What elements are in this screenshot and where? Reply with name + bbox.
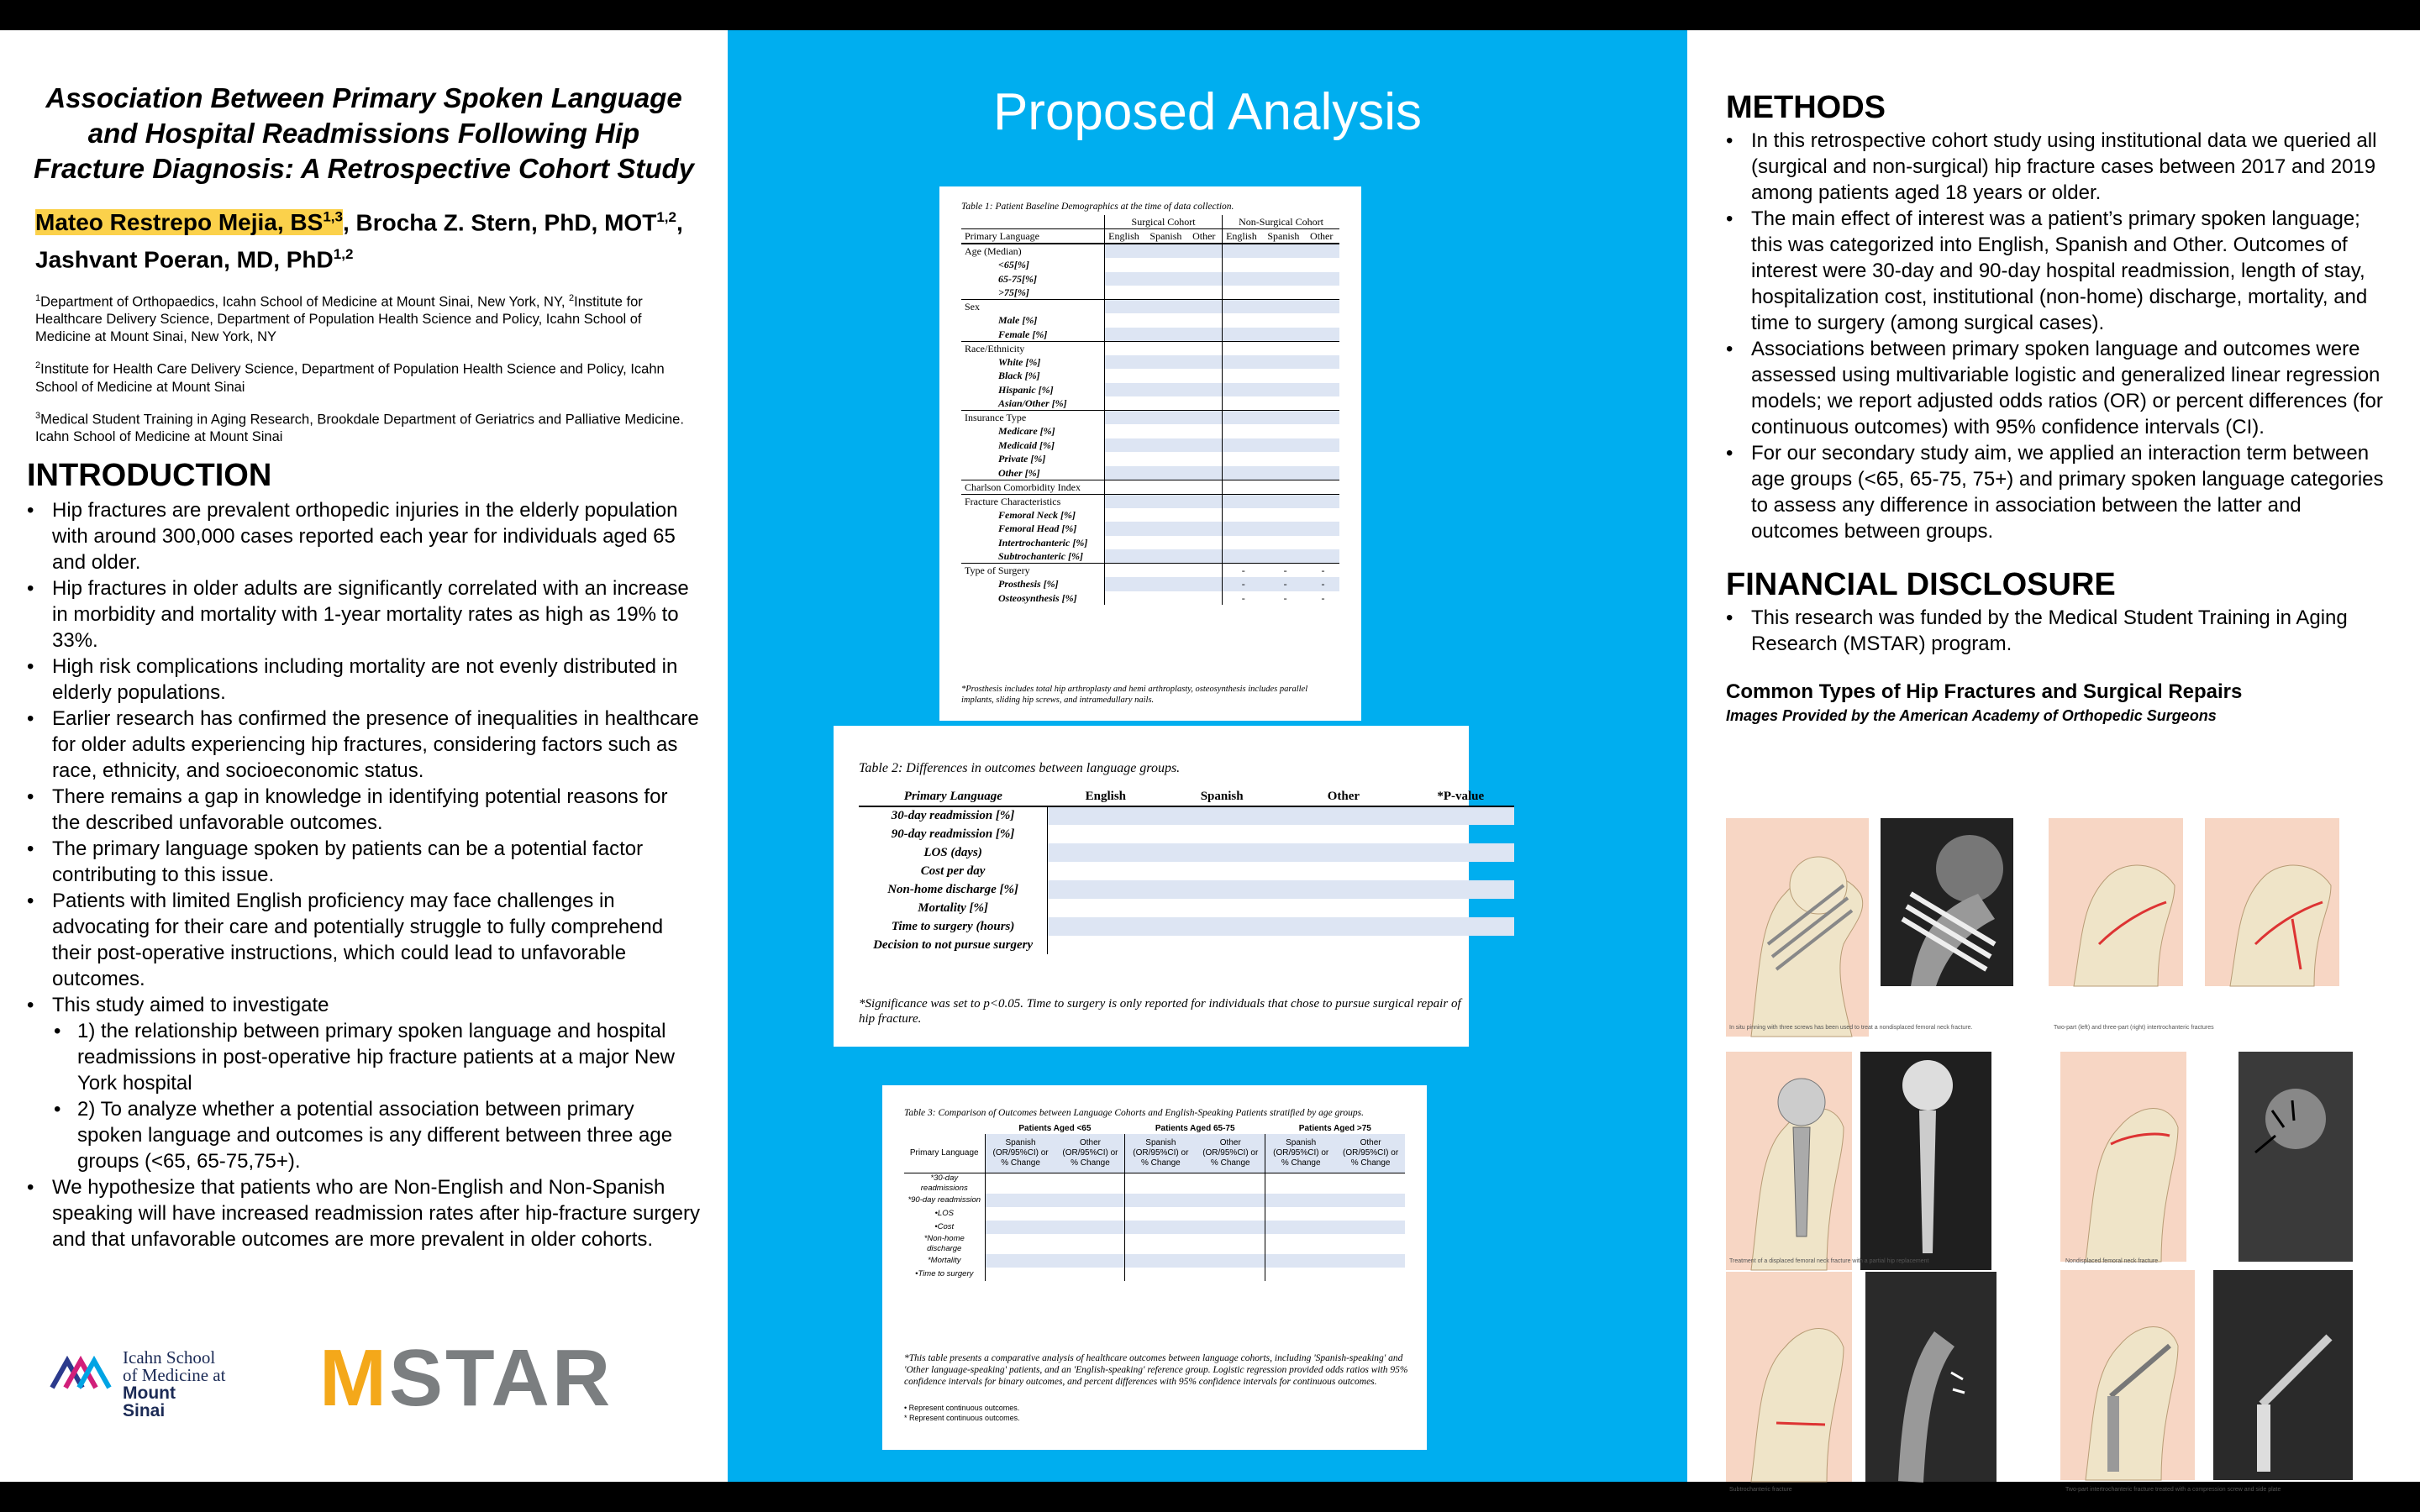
left-column: [0, 30, 728, 1482]
table-row: Private [%]: [961, 452, 1339, 466]
table1-body: [961, 244, 1339, 605]
table2-card: [834, 726, 1485, 1047]
figure-intertrochanteric: [2049, 818, 2385, 1028]
list-item: • 2) To analyze whether a potential association between primary spoken language and outcomes is any different between three age groups (<65, 65-75,75+).: [54, 1096, 701, 1174]
list-item: • Earlier research has confirmed the presence of inequalities in healthcare for older adults experiencing hip fractures, considering factors such as race, ethnicity, and socioeconomic status.: [27, 706, 701, 784]
intertrochanteric-illustration-icon: [2049, 818, 2385, 1028]
list-item: • In this retrospective cohort study using institutional data we queried all (surgical and non-surgical) hip fracture cases between 2017 and 2019 among patients aged 18 years or older.: [1726, 128, 2390, 206]
list-item: • This study aimed to investigate • 1) the relationship between primary spoken language and hospital readmissions in post-operative hip fracture patients at a major New York hospital • 2) To analyze whether a potential association between primary spoken language and outcomes is any different between three age groups (<65, 65-75,75+).: [27, 992, 701, 1174]
table-row: Medicaid [%]: [961, 438, 1339, 453]
table-row: Non-home discharge [%]: [859, 880, 1514, 899]
disclosure-list: [1726, 605, 2390, 657]
author-highlighted: Mateo Restrepo Mejia, BS$^{1,3}$: [35, 209, 343, 236]
aims-list: [54, 1018, 701, 1174]
table1-note: *Prosthesis includes total hip arthroplasty and hemi arthroplasty, osteosynthesis includes parallel implants, sliding hip screws, and intramedullary nails.: [961, 685, 1308, 705]
table-row: *Mortality: [904, 1254, 1405, 1268]
proposed-analysis-column: [728, 30, 1687, 1482]
list-item: • We hypothesize that patients who are Non-English and Non-Spanish speaking will have increased readmission rates after hip-fracture surgery and that unfavorable outcomes are more prevalent in older cohorts.: [27, 1174, 701, 1252]
table2: Primary Language English Spanish Other *P-value 30-day readmission [%] 90-day readmission [%] LOS (days) Cost per day Non-home discharge [%] Mortality [%] Time to surgery (hours) Decision to not pursue surgery: [859, 788, 1514, 954]
table-row: Hispanic [%]: [961, 383, 1339, 397]
top-bar: [0, 0, 2420, 30]
table-row: Race/Ethnicity: [961, 341, 1339, 355]
table-row: Mortality [%]: [859, 899, 1514, 917]
icahn-logo: Icahn School of Medicine at Mount Sinai: [49, 1349, 267, 1425]
list-item: • Patients with limited English proficiency may face challenges in advocating for their care and potentially struggle to fully comprehend their post-operative instructions, which could lead to unfavorable outcomes.: [27, 888, 701, 992]
figure-caption: Nondisplaced femoral neck fracture: [2065, 1258, 2159, 1264]
table-row: *Non-home discharge: [904, 1234, 1405, 1254]
mstar-logo: MSTAR: [319, 1333, 613, 1423]
list-item: • Hip fractures are prevalent orthopedic injuries in the elderly population with around 300,000 cases reported each year for individuals aged 65 and older.: [27, 497, 701, 575]
mount-sinai-mark-icon: [49, 1349, 121, 1399]
introduction-heading: INTRODUCTION: [27, 458, 272, 494]
figure-femoral-neck: [2060, 1052, 2385, 1270]
table3-card: [882, 1085, 1427, 1450]
table-row: •Time to surgery: [904, 1268, 1405, 1281]
table3-note3: * Represent continuous outcomes.: [904, 1414, 1020, 1422]
figure-caption: Subtrochanteric fracture: [1729, 1487, 1792, 1493]
table-row: Male [%]: [961, 313, 1339, 328]
hip-replacement-illustration-icon: [1726, 1052, 2023, 1277]
figures-title: Common Types of Hip Fractures and Surgical Repairs: [1726, 680, 2243, 703]
poster-title: Association Between Primary Spoken Language and Hospital Readmissions Following Hip Fracture Diagnosis: A Retrospective Cohort Study: [33, 82, 695, 184]
table1: Surgical Cohort Non-Surgical Cohort Primary Language English Spanish Other English Spanish Other Age (Median) <65[%] 65-75[%] >75[%] Sex Male [%] Female [%] Race/Ethnicity White [%] Black [%] Hispanic [%] Asian/Other [%] Insurance Type Medicare [%] Medicaid [%] Private [%] Other [%] Charlson Comorbidity Index Fracture Characteristics Femoral Neck [%] Femoral Head [%] Intertrochanteric [%] Subtrochanteric [%] Type of Surgery - - - Prosthesis [%] - - - Osteosynthesis [%] - - -: [961, 215, 1339, 605]
list-item: • The main effect of interest was a patient’s primary spoken language; this was categorized into English, Spanish and Other. Outcomes of interest were 30-day and 90-day hospital readmission, length of stay, hospitalization cost, institutional (non-home) discharge, mortality, and time to surgery (among surgical cases).: [1726, 206, 2390, 336]
femoral-neck-illustration-icon: [2060, 1052, 2385, 1270]
table-row: •LOS: [904, 1207, 1405, 1221]
list-item: • For our secondary study aim, we applied an interaction term between age groups (<65, 65-75, 75+) and primary spoken language categories to assess any difference in association between the latter and outcomes between groups.: [1726, 440, 2390, 544]
table-row: Charlson Comorbidity Index: [961, 480, 1339, 494]
figure-caption: Treatment of a displaced femoral neck fracture with a partial hip replacement: [1729, 1258, 1929, 1264]
table-row: *90-day readmission: [904, 1194, 1405, 1207]
disclosure-heading: FINANCIAL DISCLOSURE: [1726, 567, 2116, 602]
table-row: Time to surgery (hours): [859, 917, 1514, 936]
table-row: Fracture Characteristics: [961, 494, 1339, 508]
methods-heading: METHODS: [1726, 90, 1886, 125]
compression-screw-illustration-icon: [2060, 1270, 2385, 1492]
table-row: Insurance Type: [961, 411, 1339, 425]
affiliation-3: $^3$Medical Student Training in Aging Research, Brookdale Department of Geriatrics and Palliative Medicine. Icahn School of Medicine at Mount Sinai: [35, 410, 684, 445]
table1-caption: Table 1: Patient Baseline Demographics at the time of data collection.: [961, 202, 1234, 212]
table-row: Femoral Neck [%]: [961, 508, 1339, 522]
table-row: Femoral Head [%]: [961, 522, 1339, 536]
bottom-bar: [0, 1482, 2420, 1512]
logos: [49, 1332, 637, 1425]
table-row: Sex: [961, 300, 1339, 314]
table-row: 65-75[%]: [961, 272, 1339, 286]
table-row: •Cost: [904, 1221, 1405, 1234]
table2-caption: Table 2: Differences in outcomes between language groups.: [859, 761, 1181, 775]
table-row: *30-day readmissions: [904, 1173, 1405, 1194]
subtrochanteric-illustration-icon: [1726, 1272, 2023, 1499]
author-list: Mateo Restrepo Mejia, BS$^{1,3}$, Brocha Z. Stern, PhD, MOT$^{1,2}$, Jashvant Poeran, MD, PhD$^{1,2}$: [35, 209, 683, 273]
figure-in-situ-pinning: [1726, 818, 2023, 1045]
figure-caption: Two-part intertrochanteric fracture treated with a compression screw and side plate: [2065, 1487, 2281, 1493]
table3-caption: Table 3: Comparison of Outcomes between Language Cohorts and English-Speaking Patients stratified by age groups.: [904, 1108, 1364, 1118]
proposed-analysis-title: Proposed Analysis: [992, 83, 1423, 141]
list-item: • High risk complications including mortality are not evenly distributed in elderly populations.: [27, 654, 701, 706]
list-item: • Hip fractures in older adults are significantly correlated with an increase in morbidity and mortality with 1-year mortality rates as high as 19% to 33%.: [27, 575, 701, 654]
table1-card: [939, 186, 1361, 721]
figure-caption: In situ pinning with three screws has been used to treat a nondisplaced femoral neck fracture.: [1729, 1025, 1973, 1031]
right-column: [1687, 30, 2420, 1493]
table-row: Cost per day: [859, 862, 1514, 880]
table-row: Osteosynthesis [%] - - -: [998, 591, 1325, 604]
figure-partial-hip-replacement: [1726, 1052, 2023, 1277]
table-row: Female [%]: [961, 328, 1339, 342]
list-item: • 1) the relationship between primary spoken language and hospital readmissions in post-operative hip fracture patients at a major New York hospital: [54, 1018, 701, 1096]
table-row: 30-day readmission [%]: [859, 806, 1514, 825]
table2-note: *Significance was set to p<0.05. Time to surgery is only reported for individuals that chose to pursue surgical repair of hip fracture.: [859, 997, 1461, 1026]
table-row: Other [%]: [961, 466, 1339, 480]
figures-subtitle: Images Provided by the American Academy of Orthopedic Surgeons: [1726, 707, 2217, 724]
figure-compression-screw: [2060, 1270, 2385, 1492]
table-row: Intertrochanteric [%]: [961, 536, 1339, 550]
table3: Patients Aged <65 Patients Aged 65-75 Patients Aged >75 Primary Language Spanish (OR/95%CI) or % Change Other (OR/95%CI) or % Change Spanish (OR/95%CI) or % Change Other (OR/95%CI) or % Change Spanish (OR/95%CI) or % Change Other (OR/95%CI) or % Change *30-day readmissions *90-day readmission •LOS •Cost *Non-home discharge *Mortality •Time to surgery: [904, 1124, 1405, 1281]
table3-body: [904, 1173, 1405, 1281]
table-row: Subtrochanteric [%]: [961, 549, 1339, 564]
table-row: Black [%]: [961, 369, 1339, 383]
list-item: • This research was funded by the Medical Student Training in Aging Research (MSTAR) program.: [1726, 605, 2390, 657]
list-item: • There remains a gap in knowledge in identifying potential reasons for the described unfavorable outcomes.: [27, 784, 701, 836]
introduction-list: [27, 497, 701, 1252]
methods-list: [1726, 128, 2390, 544]
hip-pinning-illustration-icon: [1726, 818, 2023, 1045]
affiliation-1: $^1$Department of Orthopaedics, Icahn School of Medicine at Mount Sinai, New York, NY, $^2$Institute for Healthcare Delivery Science, Department of Population Health Science and Policy, Icahn School of Medicine at Mount Sinai, New York, NY: [35, 292, 643, 345]
table-row: 90-day readmission [%]: [859, 825, 1514, 843]
table-row: LOS (days): [859, 843, 1514, 862]
table-row: White [%]: [961, 355, 1339, 370]
list-item: • Associations between primary spoken language and outcomes were assessed using multivariable logistic and generalized linear regression models; we report adjusted odds ratios (OR) or percent differences (for continuous outcomes) with 95% confidence intervals (CI).: [1726, 336, 2390, 440]
table-row: Type of Surgery - - -: [961, 564, 1339, 578]
table-row: <65[%]: [961, 258, 1339, 272]
table-row: Asian/Other [%]: [961, 396, 1339, 411]
table3-note2: • Represent continuous outcomes.: [904, 1404, 1020, 1412]
table-row: >75[%]: [961, 286, 1339, 300]
table-row: Age (Median): [961, 244, 1339, 258]
table-row: Prosthesis [%] - - -: [961, 577, 1339, 591]
figure-subtrochanteric: [1726, 1272, 2023, 1499]
list-item: • The primary language spoken by patients can be a potential factor contributing to this issue.: [27, 836, 701, 888]
affiliation-2: $^2$Institute for Health Care Delivery Science, Department of Population Health Science and Policy, Icahn School of Medicine at Mount Sinai: [35, 360, 665, 395]
table-row: Medicare [%]: [961, 424, 1339, 438]
table-row: Decision to not pursue surgery: [859, 936, 1514, 954]
figure-caption: Two-part (left) and three-part (right) intertrochanteric fractures: [2054, 1025, 2214, 1031]
table2-body: [859, 806, 1514, 954]
table3-note: *This table presents a comparative analysis of healthcare outcomes between language cohorts, including 'Spanish-speaking' and 'Other language-speaking' patients, and an 'English-speaking' reference group. Logistic regression provided odds ratios with 95% confidence intervals for binary outcomes, and percent differences with 95% confidence intervals for continuous outcomes.: [904, 1353, 1408, 1387]
